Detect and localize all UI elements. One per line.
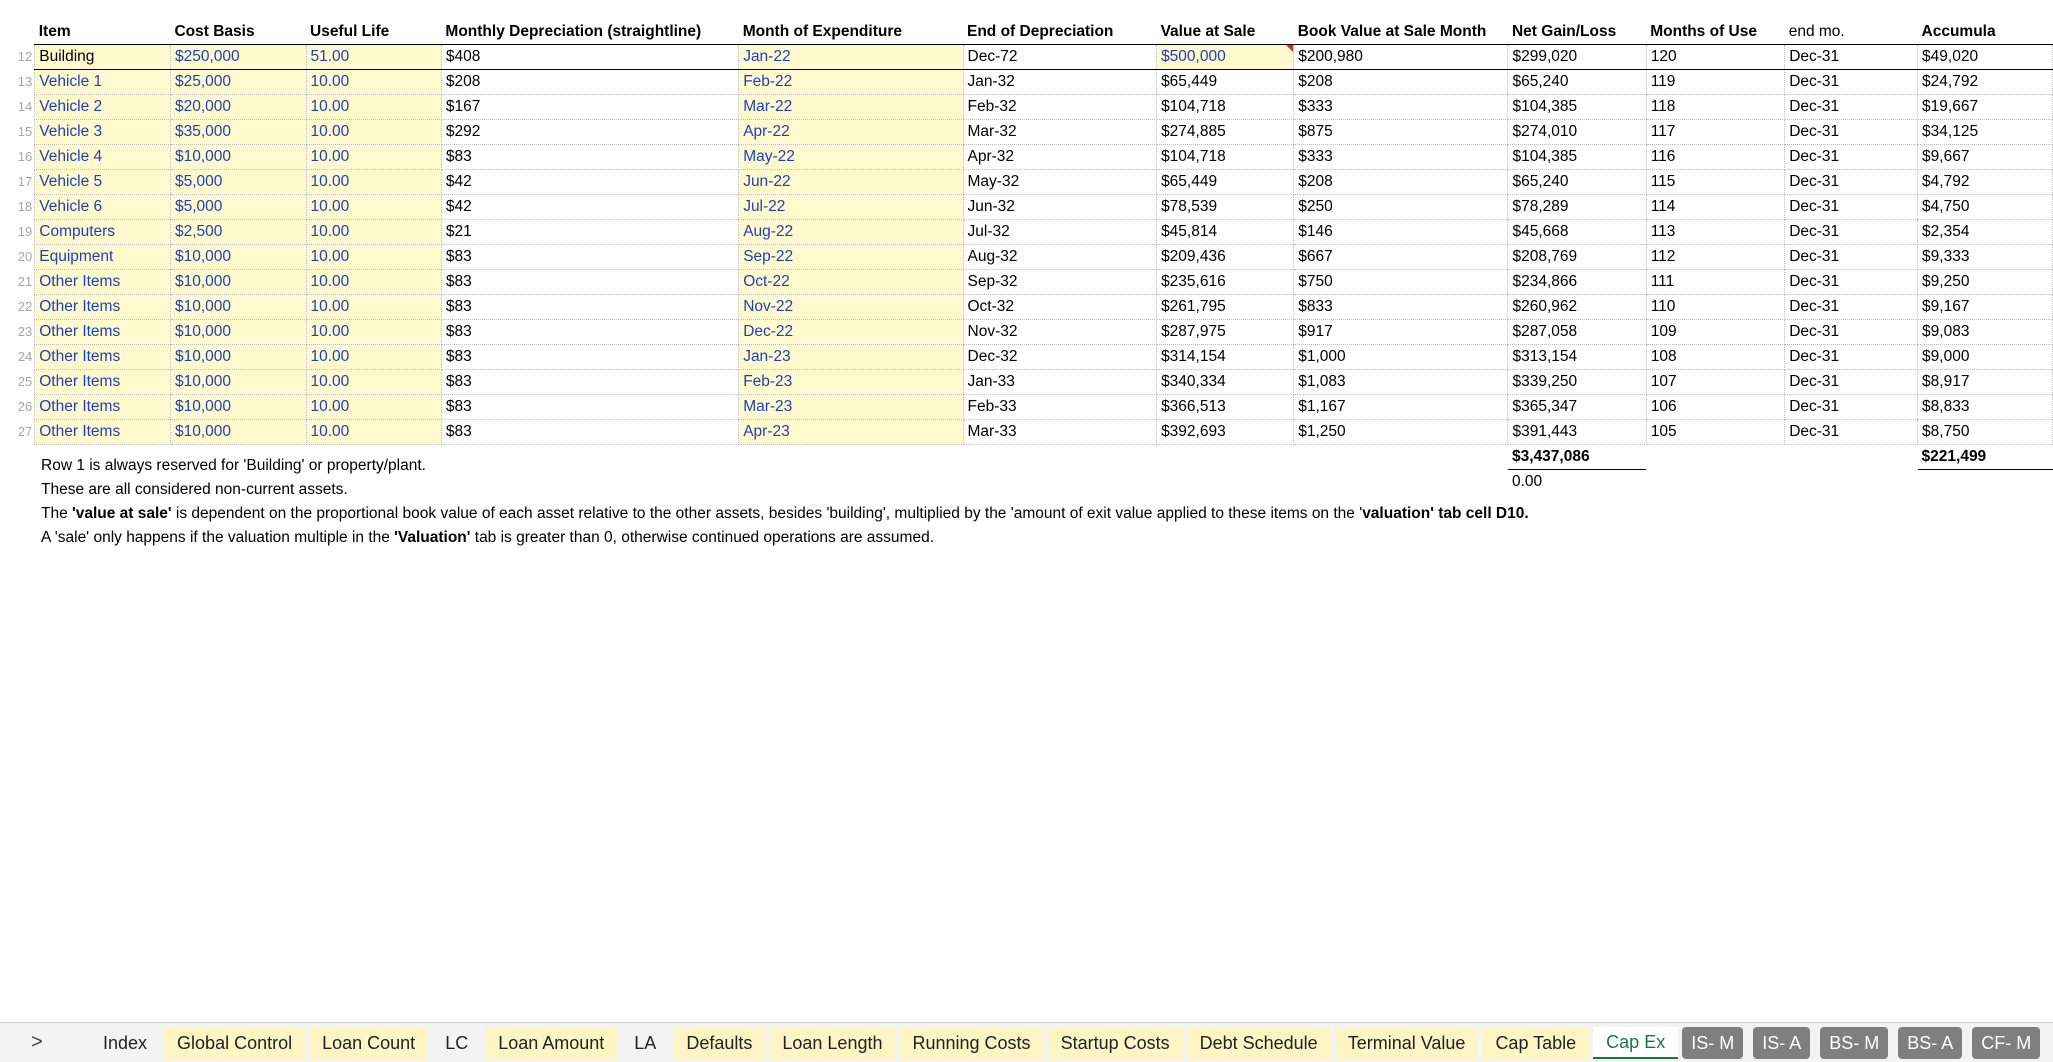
tab-running-costs[interactable]: Running Costs [899, 1027, 1043, 1059]
cell-cost-basis[interactable]: $10,000 [170, 395, 306, 420]
cell-value-at-sale[interactable]: $366,513 [1157, 395, 1294, 420]
tab-loan-count[interactable]: Loan Count [309, 1027, 428, 1059]
row-number[interactable]: 13 [17, 74, 33, 89]
capex-grid [0, 20, 2053, 494]
cell-end-mo[interactable]: Dec-31 [1785, 95, 1918, 120]
cell-accumulated[interactable]: $8,750 [1918, 420, 2053, 445]
tab-defaults[interactable]: Defaults [673, 1027, 765, 1059]
cell-item[interactable]: Vehicle 2 [35, 95, 171, 120]
cell-useful-life[interactable]: 10.00 [306, 170, 441, 195]
cell-book-value[interactable]: $333 [1294, 95, 1508, 120]
tab-la[interactable]: LA [621, 1027, 669, 1059]
note-bold: 'Valuation' [394, 529, 471, 546]
cell-accumulated[interactable]: $9,083 [1918, 320, 2053, 345]
cell-month-expenditure[interactable]: Sep-22 [739, 245, 963, 270]
cell-useful-life[interactable]: 51.00 [306, 45, 441, 70]
cell-net-gain[interactable]: $260,962 [1508, 295, 1646, 320]
tab-is-m[interactable]: IS- M [1682, 1027, 1743, 1059]
cell-end-mo[interactable]: Dec-31 [1785, 420, 1918, 445]
col-item-header[interactable]: Item [35, 20, 171, 45]
cell-accumulated[interactable]: $2,354 [1918, 220, 2053, 245]
table-row [0, 95, 2053, 120]
col-end-mo-header[interactable]: end mo. [1785, 20, 1918, 45]
tab-startup-costs[interactable]: Startup Costs [1048, 1027, 1183, 1059]
cell-end-mo[interactable]: Dec-31 [1785, 195, 1918, 220]
cell-month-expenditure[interactable]: Jan-23 [739, 345, 963, 370]
cell-month-expenditure[interactable]: Mar-23 [739, 395, 963, 420]
cell-cost-basis[interactable]: $20,000 [170, 95, 306, 120]
cell-end-depreciation[interactable]: Dec-32 [963, 345, 1157, 370]
cell-value-at-sale[interactable]: $392,693 [1157, 420, 1294, 445]
table-row [0, 220, 2053, 245]
cell-net-gain[interactable]: $208,769 [1508, 245, 1646, 270]
cell-book-value[interactable]: $917 [1294, 320, 1508, 345]
totals-cell[interactable] [1785, 445, 1918, 470]
cell-month-expenditure[interactable]: Oct-22 [739, 270, 963, 295]
cell-end-depreciation[interactable]: Sep-32 [963, 270, 1157, 295]
cell-accumulated[interactable]: $4,750 [1918, 195, 2053, 220]
cell-net-gain[interactable]: $299,020 [1508, 45, 1646, 70]
cell-end-depreciation[interactable]: Jul-32 [963, 220, 1157, 245]
table-row [0, 270, 2053, 295]
tab-cap-ex[interactable]: Cap Ex [1593, 1027, 1678, 1059]
table-row [0, 45, 2053, 70]
cell-end-mo[interactable]: Dec-31 [1785, 270, 1918, 295]
cell-item[interactable]: Vehicle 6 [35, 195, 171, 220]
cell-useful-life[interactable]: 10.00 [306, 245, 441, 270]
chevron-right-icon[interactable]: > [31, 1031, 43, 1053]
table-row [0, 245, 2053, 270]
cell-net-gain[interactable]: $274,010 [1508, 120, 1646, 145]
cell-monthly-depreciation[interactable]: $208 [441, 70, 738, 95]
cell-accumulated[interactable]: $34,125 [1918, 120, 2053, 145]
col-cost-basis-header[interactable]: Cost Basis [170, 20, 306, 45]
cell-monthly-depreciation[interactable]: $83 [441, 420, 738, 445]
table-row [0, 370, 2053, 395]
cell-end-depreciation[interactable]: Jan-33 [963, 370, 1157, 395]
cell-net-gain[interactable]: $365,347 [1508, 395, 1646, 420]
cell-cost-basis[interactable]: $10,000 [170, 270, 306, 295]
cell-end-depreciation[interactable]: Mar-33 [963, 420, 1157, 445]
tab-lc[interactable]: LC [432, 1027, 481, 1059]
row-number[interactable]: 15 [17, 124, 33, 139]
cell-value-at-sale[interactable]: $235,616 [1157, 270, 1294, 295]
cell-book-value[interactable]: $750 [1294, 270, 1508, 295]
cell-book-value[interactable]: $1,250 [1294, 420, 1508, 445]
cell-end-mo[interactable]: Dec-31 [1785, 295, 1918, 320]
cell-month-expenditure[interactable]: Jun-22 [739, 170, 963, 195]
check-cell[interactable] [1785, 470, 1918, 495]
tab-terminal-value[interactable]: Terminal Value [1335, 1027, 1479, 1059]
tab-loan-length[interactable]: Loan Length [769, 1027, 895, 1059]
note-line[interactable] [41, 526, 1529, 550]
cell-item[interactable]: Other Items [35, 370, 171, 395]
cell-end-depreciation[interactable]: Feb-32 [963, 95, 1157, 120]
note-line[interactable]: Row 1 is always reserved for 'Building' or property/plant. [41, 457, 426, 474]
table-row [0, 145, 2053, 170]
cell-useful-life[interactable]: 10.00 [306, 320, 441, 345]
cell-item[interactable]: Other Items [35, 395, 171, 420]
cell-end-mo[interactable]: Dec-31 [1785, 45, 1918, 70]
note-line[interactable] [41, 502, 1529, 526]
cell-useful-life[interactable]: 10.00 [306, 295, 441, 320]
tab-cap-table[interactable]: Cap Table [1482, 1027, 1589, 1059]
cell-months-of-use[interactable]: 119 [1646, 70, 1785, 95]
tab-cf-m[interactable]: CF- M [1972, 1027, 2040, 1059]
cell-months-of-use[interactable]: 111 [1646, 270, 1785, 295]
cell-useful-life[interactable]: 10.00 [306, 95, 441, 120]
note-line[interactable]: These are all considered non-current assets. [41, 481, 348, 498]
cell-net-gain[interactable]: $234,866 [1508, 270, 1646, 295]
cell-useful-life[interactable]: 10.00 [306, 145, 441, 170]
cell-monthly-depreciation[interactable]: $83 [441, 370, 738, 395]
table-row [0, 170, 2053, 195]
row-number[interactable]: 14 [17, 99, 33, 114]
cell-months-of-use[interactable]: 114 [1646, 195, 1785, 220]
cell-end-depreciation[interactable]: Feb-33 [963, 395, 1157, 420]
table-row [0, 295, 2053, 320]
cell-monthly-depreciation[interactable]: $83 [441, 395, 738, 420]
cell-months-of-use[interactable]: 110 [1646, 295, 1785, 320]
cell-value-at-sale[interactable]: $65,449 [1157, 70, 1294, 95]
cell-months-of-use[interactable]: 105 [1646, 420, 1785, 445]
cell-book-value[interactable]: $146 [1294, 220, 1508, 245]
cell-net-gain[interactable]: $45,668 [1508, 220, 1646, 245]
cell-value-at-sale[interactable]: $78,539 [1157, 195, 1294, 220]
check-cell[interactable] [0, 470, 35, 495]
cell-months-of-use[interactable]: 109 [1646, 320, 1785, 345]
cell-useful-life[interactable]: 10.00 [306, 70, 441, 95]
col-monthly-depreciation-header[interactable]: Monthly Depreciation (straightline) [441, 20, 738, 45]
cell-monthly-depreciation[interactable]: $167 [441, 95, 738, 120]
cell-accumulated[interactable]: $9,167 [1918, 295, 2053, 320]
cell-useful-life[interactable]: 10.00 [306, 195, 441, 220]
col-value-at-sale-header[interactable]: Value at Sale [1157, 20, 1294, 45]
cell-useful-life[interactable]: 10.00 [306, 270, 441, 295]
cell-net-gain[interactable]: $313,154 [1508, 345, 1646, 370]
cell-month-expenditure[interactable]: Feb-22 [739, 70, 963, 95]
row-number[interactable]: 16 [17, 149, 33, 164]
cell-accumulated[interactable]: $19,667 [1918, 95, 2053, 120]
cell-end-mo[interactable]: Dec-31 [1785, 70, 1918, 95]
cell-book-value[interactable]: $833 [1294, 295, 1508, 320]
cell-item[interactable]: Computers [35, 220, 171, 245]
cell-end-mo[interactable]: Dec-31 [1785, 120, 1918, 145]
header-row [0, 20, 2053, 45]
cell-cost-basis[interactable]: $10,000 [170, 295, 306, 320]
cell-monthly-depreciation[interactable]: $292 [441, 120, 738, 145]
cell-accumulated[interactable]: $4,792 [1918, 170, 2053, 195]
cell-cost-basis[interactable]: $10,000 [170, 145, 306, 170]
cell-item[interactable]: Vehicle 4 [35, 145, 171, 170]
cell-months-of-use[interactable]: 117 [1646, 120, 1785, 145]
cell-end-depreciation[interactable]: Mar-32 [963, 120, 1157, 145]
cell-net-gain[interactable]: $104,385 [1508, 145, 1646, 170]
tab-loan-amount[interactable]: Loan Amount [485, 1027, 617, 1059]
tab-is-a[interactable]: IS- A [1753, 1027, 1810, 1059]
cell-monthly-depreciation[interactable]: $83 [441, 345, 738, 370]
row-number[interactable]: 20 [17, 249, 33, 264]
cell-item[interactable]: Building [35, 45, 171, 70]
col-month-expenditure-header[interactable]: Month of Expenditure [739, 20, 963, 45]
cell-accumulated[interactable]: $9,000 [1918, 345, 2053, 370]
cell-useful-life[interactable]: 10.00 [306, 395, 441, 420]
cell-accumulated[interactable]: $8,833 [1918, 395, 2053, 420]
cell-book-value[interactable]: $875 [1294, 120, 1508, 145]
cell-book-value[interactable]: $333 [1294, 145, 1508, 170]
col-accumulated-header[interactable]: Accumula [1918, 20, 2053, 45]
cell-useful-life[interactable]: 10.00 [306, 220, 441, 245]
row-number[interactable]: 27 [17, 424, 33, 439]
col-end-depreciation-header[interactable]: End of Depreciation [963, 20, 1157, 45]
cell-value-at-sale[interactable]: $104,718 [1157, 145, 1294, 170]
cell-value-at-sale[interactable]: $274,885 [1157, 120, 1294, 145]
table-row [0, 195, 2053, 220]
cell-useful-life[interactable]: 10.00 [306, 420, 441, 445]
row-number[interactable]: 22 [17, 299, 33, 314]
cell-book-value[interactable]: $250 [1294, 195, 1508, 220]
table-row [0, 70, 2053, 95]
cell-monthly-depreciation[interactable]: $408 [441, 45, 738, 70]
grid-body [0, 45, 2053, 495]
note-text: A 'sale' only happens if the valuation multiple in the [41, 529, 395, 546]
cell-net-gain[interactable]: $65,240 [1508, 170, 1646, 195]
cell-end-mo[interactable]: Dec-31 [1785, 145, 1918, 170]
cell-end-depreciation[interactable]: Nov-32 [963, 320, 1157, 345]
cell-end-mo[interactable]: Dec-31 [1785, 395, 1918, 420]
cell-value-at-sale[interactable]: $287,975 [1157, 320, 1294, 345]
note-text: The [41, 505, 73, 522]
cell-item[interactable]: Other Items [35, 420, 171, 445]
cell-monthly-depreciation[interactable]: $83 [441, 245, 738, 270]
sheet-tabs [90, 1026, 2050, 1060]
cell-months-of-use[interactable]: 112 [1646, 245, 1785, 270]
cell-end-depreciation[interactable]: Apr-32 [963, 145, 1157, 170]
cell-cost-basis[interactable]: $5,000 [170, 170, 306, 195]
cell-cost-basis[interactable]: $10,000 [170, 420, 306, 445]
cell-item[interactable]: Vehicle 1 [35, 70, 171, 95]
cell-useful-life[interactable]: 10.00 [306, 345, 441, 370]
cell-useful-life[interactable]: 10.00 [306, 370, 441, 395]
tab-bs-a[interactable]: BS- A [1898, 1027, 1962, 1059]
cell-value-at-sale[interactable]: $45,814 [1157, 220, 1294, 245]
cell-item[interactable]: Vehicle 3 [35, 120, 171, 145]
cell-item[interactable]: Other Items [35, 270, 171, 295]
cell-cost-basis[interactable]: $25,000 [170, 70, 306, 95]
note-bold: 'value at sale' [72, 505, 172, 522]
cell-monthly-depreciation[interactable]: $42 [441, 195, 738, 220]
cell-value-at-sale[interactable]: $314,154 [1157, 345, 1294, 370]
cell-months-of-use[interactable]: 108 [1646, 345, 1785, 370]
cell-monthly-depreciation[interactable]: $83 [441, 270, 738, 295]
cell-month-expenditure[interactable]: May-22 [739, 145, 963, 170]
table-row [0, 420, 2053, 445]
cell-accumulated[interactable]: $24,792 [1918, 70, 2053, 95]
cell-month-expenditure[interactable]: Mar-22 [739, 95, 963, 120]
table-row [0, 345, 2053, 370]
check-cell[interactable] [1918, 470, 2053, 495]
cell-cost-basis[interactable]: $2,500 [170, 220, 306, 245]
cell-accumulated[interactable]: $9,250 [1918, 270, 2053, 295]
row-number[interactable]: 26 [17, 399, 33, 414]
cell-book-value[interactable]: $208 [1294, 70, 1508, 95]
cell-end-depreciation[interactable]: Oct-32 [963, 295, 1157, 320]
cell-monthly-depreciation[interactable]: $42 [441, 170, 738, 195]
cell-monthly-depreciation[interactable]: $83 [441, 320, 738, 345]
cell-cost-basis[interactable]: $35,000 [170, 120, 306, 145]
cell-net-gain[interactable]: $104,385 [1508, 95, 1646, 120]
cell-end-depreciation[interactable]: Jun-32 [963, 195, 1157, 220]
cell-value-at-sale[interactable]: $65,449 [1157, 170, 1294, 195]
cell-useful-life[interactable]: 10.00 [306, 120, 441, 145]
col-months-of-use-header[interactable]: Months of Use [1646, 20, 1785, 45]
cell-accumulated[interactable]: $49,020 [1918, 45, 2053, 70]
col-book-value-header[interactable]: Book Value at Sale Month [1294, 20, 1508, 45]
cell-month-expenditure[interactable]: Jul-22 [739, 195, 963, 220]
cell-item[interactable]: Other Items [35, 320, 171, 345]
row-number[interactable]: 17 [17, 174, 33, 189]
cell-month-expenditure[interactable]: Feb-23 [739, 370, 963, 395]
cell-months-of-use[interactable]: 113 [1646, 220, 1785, 245]
cell-net-gain[interactable]: $65,240 [1508, 70, 1646, 95]
row-number[interactable]: 21 [17, 274, 33, 289]
note-text: tab is greater than 0, otherwise continued operations are assumed. [470, 529, 935, 546]
cell-end-mo[interactable]: Dec-31 [1785, 370, 1918, 395]
cell-months-of-use[interactable]: 115 [1646, 170, 1785, 195]
cell-book-value[interactable]: $1,167 [1294, 395, 1508, 420]
cell-cost-basis[interactable]: $10,000 [170, 320, 306, 345]
cell-month-expenditure[interactable]: Apr-22 [739, 120, 963, 145]
sheet-tab-bar [0, 1022, 2053, 1062]
total-accumulated[interactable]: $221,499 [1918, 445, 2053, 470]
cell-end-depreciation[interactable]: May-32 [963, 170, 1157, 195]
cell-month-expenditure[interactable]: Jan-22 [739, 45, 963, 70]
table-row [0, 120, 2053, 145]
cell-monthly-depreciation[interactable]: $83 [441, 295, 738, 320]
cell-item[interactable]: Other Items [35, 345, 171, 370]
cell-months-of-use[interactable]: 107 [1646, 370, 1785, 395]
row-number[interactable]: 18 [17, 199, 33, 214]
cell-months-of-use[interactable]: 118 [1646, 95, 1785, 120]
cell-book-value[interactable]: $667 [1294, 245, 1508, 270]
table-row [0, 395, 2053, 420]
cell-end-mo[interactable]: Dec-31 [1785, 320, 1918, 345]
row-number[interactable]: 24 [17, 349, 33, 364]
row-number[interactable]: 23 [17, 324, 33, 339]
cell-months-of-use[interactable]: 116 [1646, 145, 1785, 170]
cell-value-at-sale[interactable]: $209,436 [1157, 245, 1294, 270]
row-number[interactable]: 12 [17, 49, 33, 64]
cell-accumulated[interactable]: $9,333 [1918, 245, 2053, 270]
cell-net-gain[interactable]: $287,058 [1508, 320, 1646, 345]
notes [41, 454, 1529, 550]
row-header [0, 20, 35, 45]
totals-cell[interactable] [1646, 445, 1785, 470]
cell-month-expenditure[interactable]: Nov-22 [739, 295, 963, 320]
tab-global-control[interactable]: Global Control [164, 1027, 305, 1059]
row-number[interactable]: 25 [17, 374, 33, 389]
cell-value-at-sale[interactable]: $340,334 [1157, 370, 1294, 395]
check-cell[interactable] [1646, 470, 1785, 495]
tab-bs-m[interactable]: BS- M [1820, 1027, 1888, 1059]
note-text: is dependent on the proportional book value of each asset relative to the other assets, besides 'building', multiplied by the 'amount of exit value applied to these items on the ' [171, 505, 1363, 522]
cell-net-gain[interactable]: $78,289 [1508, 195, 1646, 220]
cell-cost-basis[interactable]: $5,000 [170, 195, 306, 220]
total-net-gain[interactable]: $3,437,086 [1508, 445, 1646, 470]
cell-cost-basis[interactable]: $10,000 [170, 345, 306, 370]
cell-months-of-use[interactable]: 106 [1646, 395, 1785, 420]
cell-end-mo[interactable]: Dec-31 [1785, 245, 1918, 270]
cell-end-depreciation[interactable]: Dec-72 [963, 45, 1157, 70]
cell-net-gain[interactable]: $339,250 [1508, 370, 1646, 395]
cell-month-expenditure[interactable]: Dec-22 [739, 320, 963, 345]
cell-value-at-sale[interactable]: $261,795 [1157, 295, 1294, 320]
cell-end-mo[interactable]: Dec-31 [1785, 220, 1918, 245]
totals-cell[interactable] [0, 445, 35, 470]
cell-accumulated[interactable]: $9,667 [1918, 145, 2053, 170]
cell-cost-basis[interactable]: $10,000 [170, 370, 306, 395]
table-row [0, 320, 2053, 345]
cell-end-depreciation[interactable]: Aug-32 [963, 245, 1157, 270]
cell-item[interactable]: Equipment [35, 245, 171, 270]
cell-cost-basis[interactable]: $10,000 [170, 245, 306, 270]
cell-accumulated[interactable]: $8,917 [1918, 370, 2053, 395]
tab-index[interactable]: Index [90, 1027, 160, 1059]
cell-end-depreciation[interactable]: Jan-32 [963, 70, 1157, 95]
cell-net-gain[interactable]: $391,443 [1508, 420, 1646, 445]
cell-value-at-sale[interactable]: $500,000 [1157, 45, 1294, 70]
cell-book-value[interactable]: $1,083 [1294, 370, 1508, 395]
cell-end-mo[interactable]: Dec-31 [1785, 170, 1918, 195]
col-useful-life-header[interactable]: Useful Life [306, 20, 441, 45]
cell-book-value[interactable]: $208 [1294, 170, 1508, 195]
cell-month-expenditure[interactable]: Apr-23 [739, 420, 963, 445]
cell-item[interactable]: Other Items [35, 295, 171, 320]
cell-end-mo[interactable]: Dec-31 [1785, 345, 1918, 370]
cell-month-expenditure[interactable]: Aug-22 [739, 220, 963, 245]
cell-book-value[interactable]: $1,000 [1294, 345, 1508, 370]
cell-item[interactable]: Vehicle 5 [35, 170, 171, 195]
cell-months-of-use[interactable]: 120 [1646, 45, 1785, 70]
cell-monthly-depreciation[interactable]: $83 [441, 145, 738, 170]
col-net-gain-header[interactable]: Net Gain/Loss [1508, 20, 1646, 45]
check-value[interactable]: 0.00 [1511, 473, 1543, 490]
cell-value-at-sale[interactable]: $104,718 [1157, 95, 1294, 120]
note-bold: valuation' tab cell D10. [1362, 505, 1529, 522]
row-number[interactable]: 19 [17, 224, 33, 239]
cell-monthly-depreciation[interactable]: $21 [441, 220, 738, 245]
cell-book-value[interactable]: $200,980 [1294, 45, 1508, 70]
tab-debt-schedule[interactable]: Debt Schedule [1187, 1027, 1331, 1059]
cell-cost-basis[interactable]: $250,000 [170, 45, 306, 70]
